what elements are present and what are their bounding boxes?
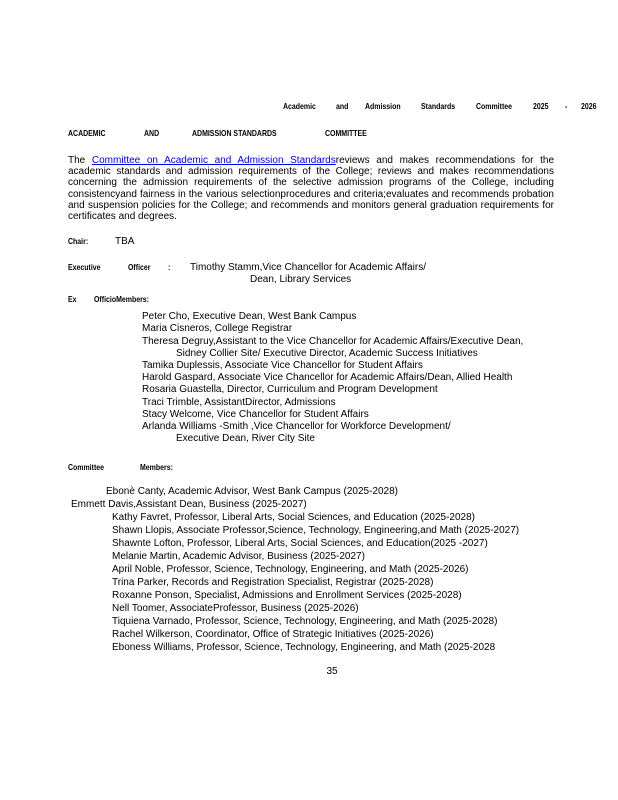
committee-standards-link[interactable]: Committee on Academic and Admission Standards xyxy=(91,155,336,166)
committee-member: Tiquiena Varnado, Professor, Science, Technology, Engineering, and Math (2025-2028) xyxy=(112,616,498,628)
header-word: 2025 xyxy=(532,101,549,111)
executive-officer-row xyxy=(68,262,596,285)
ex-officio-member: Tamika Duplessis, Associate Vice Chancellor for Student Affairs xyxy=(142,360,423,372)
executive-officer-value xyxy=(190,262,426,285)
header-word: - xyxy=(565,101,568,111)
page-title xyxy=(68,128,376,138)
ex-officio-member: Arlanda Williams -Smith ,Vice Chancellor for Workforce Development/ xyxy=(142,421,451,433)
committee-member: Melanie Martin, Academic Advisor, Business (2025-2027) xyxy=(112,551,365,563)
intro-paragraph xyxy=(68,155,554,222)
ex-officio-member: Stacy Welcome, Vice Chancellor for Student Affairs xyxy=(142,408,369,420)
document-content xyxy=(68,101,596,677)
committee-member: Eboness Williams, Professor, Science, Technology, Engineering, and Math (2025-2028 xyxy=(112,642,496,654)
ex-officio-member-continuation: Sidney Collier Site/ Executive Director, Academic Success Initiatives xyxy=(176,347,478,359)
committee-member: Emmett Davis,Assistant Dean, Business (2025-2027) xyxy=(71,499,307,511)
ex-officio-heading-word: Ex xyxy=(68,294,77,305)
committee-member: Nell Toomer, AssociateProfessor, Business (2025-2026) xyxy=(112,603,359,615)
chair-row xyxy=(68,236,596,247)
committee-heading-word: Committee xyxy=(68,462,105,473)
committee-member: Trina Parker, Records and Registration Specialist, Registrar (2025-2028) xyxy=(112,577,434,589)
chair-value: TBA xyxy=(115,236,135,248)
intro-body: reviews and makes recommendations for the academic standards and admission requirements of the College; reviews and makes recommendations concerning the admission requirements of the selective admission programs of the College, including consistencyand fairness in the various selectionprocedures and criteria;evaluates and recommends probation and suspension policies for the College; and recommends and monitors general graduation requirements for certificates and degrees. xyxy=(68,155,555,223)
header-word: and xyxy=(336,101,349,111)
header-word: Academic xyxy=(283,101,316,111)
header-word: Admission xyxy=(364,101,401,111)
ex-officio-member: Rosaria Guastella, Director, Curriculum and Program Development xyxy=(142,384,438,396)
ex-officio-member: Peter Cho, Executive Dean, West Bank Campus xyxy=(142,311,357,323)
title-word: ACADEMIC xyxy=(68,128,106,138)
committee-member: Ebonè Canty, Academic Advisor, West Bank Campus (2025-2028) xyxy=(106,486,399,498)
committee-member: April Noble, Professor, Science, Technology, Engineering, and Math (2025-2026) xyxy=(112,564,469,576)
committee-member: Roxanne Ponson, Specialist, Admissions and Enrollment Services (2025-2028) xyxy=(112,590,462,602)
committee-member: Shawnte Lofton, Professor, Liberal Arts, Social Sciences, and Education(2025 -2027) xyxy=(112,538,488,550)
executive-officer-title2: Dean, Library Services xyxy=(250,273,352,285)
ex-officio-member: Maria Cisneros, College Registrar xyxy=(142,323,293,335)
committee-heading-word: Members: xyxy=(140,462,173,473)
committee-member-list xyxy=(68,485,596,654)
chair-label: Chair: xyxy=(68,236,89,247)
committee-member: Shawn Llopis, Associate Professor,Science, Technology, Engineering,and Math (2025-2027) xyxy=(112,525,520,537)
intro-prefix: The xyxy=(68,155,92,166)
committee-members-heading xyxy=(68,461,596,472)
page-number: 35 xyxy=(326,666,338,678)
title-word: COMMITTEE xyxy=(324,128,367,138)
header-word: 2026 xyxy=(581,101,597,111)
ex-officio-heading xyxy=(68,293,596,304)
exec-label-word: Officer xyxy=(128,262,151,273)
ex-officio-member: Traci Trimble, AssistantDirector, Admissions xyxy=(142,396,336,408)
committee-member: Kathy Favret, Professor, Liberal Arts, Social Sciences, and Education (2025-2028) xyxy=(112,512,475,524)
header-committee-year-line xyxy=(283,101,600,111)
title-word: AND xyxy=(143,128,159,138)
exec-label-colon: : xyxy=(168,262,171,273)
title-word: ADMISSION STANDARDS xyxy=(191,128,277,138)
ex-officio-member-continuation: Executive Dean, River City Site xyxy=(176,433,315,445)
ex-officio-member: Harold Gaspard, Associate Vice Chancellor for Academic Affairs/Dean, Allied Health xyxy=(142,372,513,384)
ex-officio-member-list xyxy=(68,311,596,445)
header-word: Committee xyxy=(475,101,512,111)
exec-label-word: Executive xyxy=(68,262,101,273)
executive-officer-label xyxy=(68,262,190,285)
committee-member: Rachel Wilkerson, Coordinator, Office of Strategic Initiatives (2025-2026) xyxy=(112,629,434,641)
header-word: Standards xyxy=(421,101,456,111)
ex-officio-heading-word: OfficioMembers: xyxy=(94,294,150,305)
ex-officio-member: Theresa Degruy,Assistant to the Vice Chancellor for Academic Affairs/Executive Dean, xyxy=(142,335,524,347)
executive-officer-name: Timothy Stamm,Vice Chancellor for Academic Affairs/ xyxy=(190,262,427,274)
